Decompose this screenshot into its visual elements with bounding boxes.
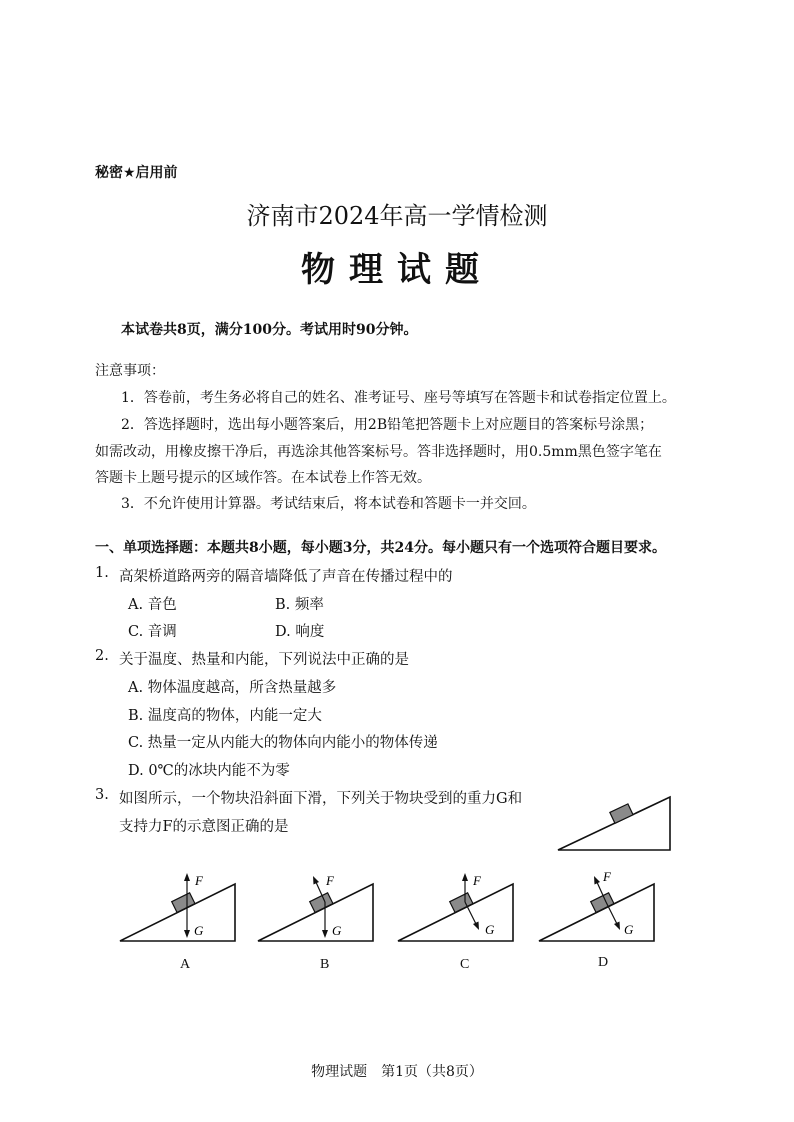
question-3-number: 3.: [95, 787, 109, 803]
question-1-option-b: B. 频率: [275, 597, 324, 613]
figure-option-b: [253, 862, 383, 946]
incline-reference-figure: [555, 792, 675, 854]
figure-option-c: [393, 862, 523, 946]
question-1-option-d: D. 响度: [275, 624, 325, 640]
figure-label-c: C: [460, 957, 470, 972]
figure-label-d: D: [598, 955, 609, 970]
support-force-label: F: [473, 873, 481, 888]
gravity-label: G: [332, 923, 342, 938]
gravity-label: G: [624, 922, 634, 937]
figure-option-d: [534, 862, 664, 946]
question-3-text-line2: 支持力F的示意图正确的是: [119, 819, 289, 835]
figure-label-b: B: [320, 957, 330, 972]
notice-item-2-cont-2: 答题卡上题号提示的区域作答。在本试卷上作答无效。: [95, 470, 431, 486]
figure-option-a: [115, 862, 245, 946]
page-footer: 物理试题 第1页（共8页）: [311, 1064, 483, 1080]
notice-heading: 注意事项：: [95, 363, 165, 379]
subject-title: 物理试题: [301, 250, 493, 290]
section-heading: 一、单项选择题：本题共8小题，每小题3分，共24分。每小题只有一个选项符合题目要求。: [95, 540, 666, 556]
question-2-option-b: B. 温度高的物体，内能一定大: [128, 708, 322, 724]
support-force-label: F: [195, 873, 203, 888]
exam-intro: 本试卷共8页，满分100分。考试用时90分钟。: [121, 322, 418, 338]
support-force-label: F: [603, 869, 611, 884]
question-1-number: 1.: [95, 565, 109, 581]
question-2-option-c: C. 热量一定从内能大的物体向内能小的物体传递: [128, 735, 438, 751]
gravity-label: G: [194, 923, 204, 938]
question-2-option-d: D. 0℃的冰块内能不为零: [128, 763, 290, 779]
notice-item-3: 3．不允许使用计算器。考试结束后，将本试卷和答题卡一并交回。: [121, 496, 536, 512]
support-force-label: F: [326, 873, 334, 888]
figure-label-a: A: [180, 957, 191, 972]
question-1-text: 高架桥道路两旁的隔音墙降低了声音在传播过程中的: [119, 569, 453, 585]
exam-title: 济南市2024年高一学情检测: [246, 202, 548, 230]
question-2-option-a: A. 物体温度越高，所含热量越多: [128, 680, 337, 696]
question-1-option-a: A. 音色: [128, 597, 177, 613]
gravity-label: G: [485, 922, 495, 937]
question-2-text: 关于温度、热量和内能，下列说法中正确的是: [119, 652, 409, 668]
confidential-mark: 秘密★启用前: [95, 165, 178, 181]
question-3-text-line1: 如图所示，一个物块沿斜面下滑，下列关于物块受到的重力G和: [119, 791, 523, 807]
question-1-option-c: C. 音调: [128, 624, 177, 640]
notice-item-2: 2．答选择题时，选出每小题答案后，用2B铅笔把答题卡上对应题目的答案标号涂黑；: [121, 417, 654, 433]
notice-item-2-cont-1: 如需改动，用橡皮擦干净后，再选涂其他答案标号。答非选择题时，用0.5mm黑色签字笔在: [95, 444, 662, 460]
notice-item-1: 1．答卷前，考生务必将自己的姓名、准考证号、座号等填写在答题卡和试卷指定位置上。: [121, 390, 676, 406]
question-2-number: 2.: [95, 648, 109, 664]
